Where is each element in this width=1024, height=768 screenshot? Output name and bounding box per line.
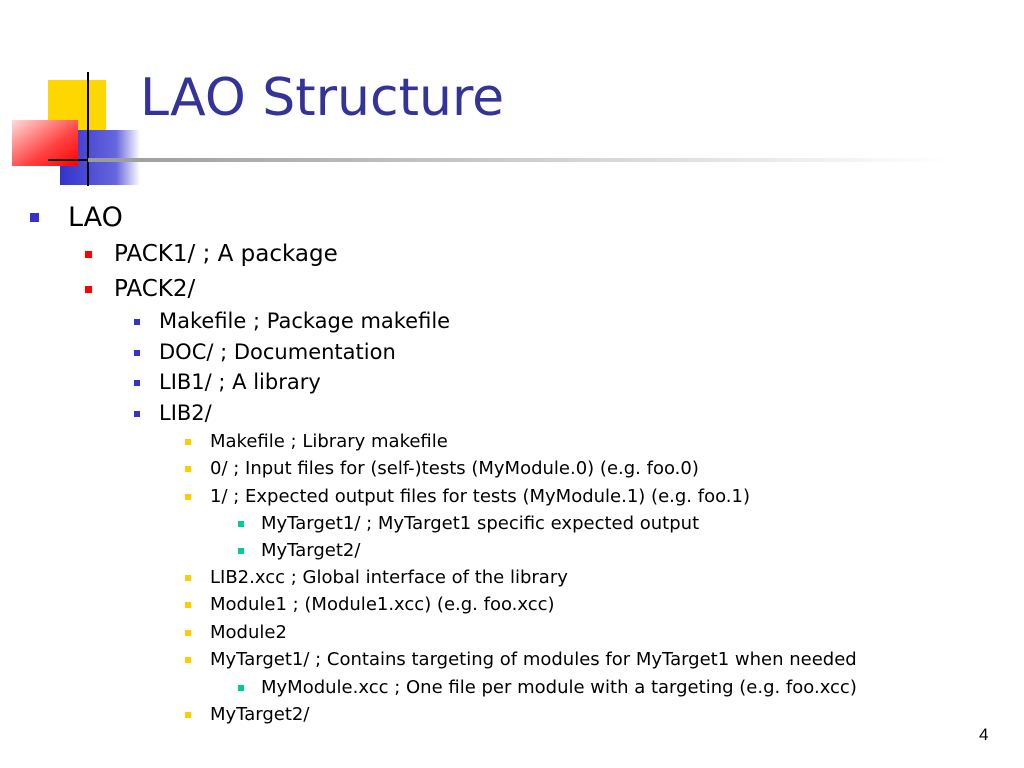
outline-item-label: MyModule.xcc ; One file per module with a targeting (e.g. foo.xcc): [261, 677, 857, 698]
outline-item-label: LIB2/: [159, 401, 212, 425]
outline-item-lib2-xcc: [210, 569, 568, 587]
outline-item-label: 0/ ; Input files for (self-)tests (MyModule.0) (e.g. foo.0): [210, 458, 699, 479]
square-bullet-icon: [134, 350, 140, 356]
square-bullet-icon: [134, 411, 140, 417]
outline-item-lib1: [159, 372, 321, 393]
outline-item-label: Module2: [210, 622, 287, 643]
square-bullet-icon: [185, 657, 191, 663]
page-number: 4: [979, 725, 989, 744]
outline-item-label: DOC/ ; Documentation: [159, 340, 396, 364]
outline-item-doc: [159, 342, 396, 363]
outline-item-lib2: [159, 403, 212, 424]
outline-item-mytarget2: [210, 706, 309, 724]
square-bullet-icon: [85, 251, 92, 258]
outline-item-label: MyTarget2/: [210, 704, 310, 725]
outline-item-label: LAO: [68, 202, 123, 233]
square-bullet-icon: [185, 712, 191, 718]
outline-item-pack1: [114, 243, 338, 266]
square-bullet-icon: [185, 575, 191, 581]
outline-item-pack-makefile: [159, 311, 450, 332]
outline-item-label: PACK2/: [114, 276, 196, 302]
outline-item-dir0: [210, 460, 699, 478]
square-bullet-icon: [134, 319, 140, 325]
outline-item-lao: [68, 204, 123, 231]
outline-item-mytarget1-module: [261, 679, 857, 697]
outline-item-dir1-target2: [261, 542, 360, 560]
outline-item-module2: [210, 624, 287, 642]
outline-item-label: Module1 ; (Module1.xcc) (e.g. foo.xcc): [210, 594, 555, 615]
outline-item-dir1-target1: [261, 515, 699, 533]
outline-item-label: MyTarget1/ ; MyTarget1 specific expected output: [261, 513, 700, 534]
outline-item-module1: [210, 596, 555, 614]
square-bullet-icon: [134, 380, 140, 386]
square-bullet-icon: [185, 494, 191, 500]
square-bullet-icon: [238, 521, 244, 527]
outline-item-label: PACK1/ ; A package: [114, 241, 338, 267]
outline-item-label: MyTarget1/ ; Contains targeting of modules for MyTarget1 when needed: [210, 649, 857, 670]
outline-item-mytarget1: [210, 651, 857, 669]
outline-item-lib-makefile: [210, 433, 448, 451]
outline-item-label: LIB1/ ; A library: [159, 370, 321, 394]
square-bullet-icon: [185, 630, 191, 636]
outline-item-label: LIB2.xcc ; Global interface of the library: [210, 567, 568, 588]
outline-item-label: 1/ ; Expected output files for tests (MyModule.1) (e.g. foo.1): [210, 486, 750, 507]
outline-item-label: Makefile ; Library makefile: [210, 431, 448, 452]
square-bullet-icon: [85, 286, 92, 293]
title-divider: [88, 158, 948, 162]
square-bullet-icon: [30, 213, 39, 222]
square-bullet-icon: [185, 602, 191, 608]
square-bullet-icon: [238, 685, 244, 691]
outline-item-label: Makefile ; Package makefile: [159, 309, 451, 333]
slide-title: LAO Structure: [140, 68, 505, 128]
square-bullet-icon: [185, 439, 191, 445]
square-bullet-icon: [238, 548, 244, 554]
square-bullet-icon: [185, 466, 191, 472]
outline-item-pack2: [114, 278, 195, 301]
outline-item-label: MyTarget2/: [261, 540, 361, 561]
outline-item-dir1: [210, 488, 750, 506]
